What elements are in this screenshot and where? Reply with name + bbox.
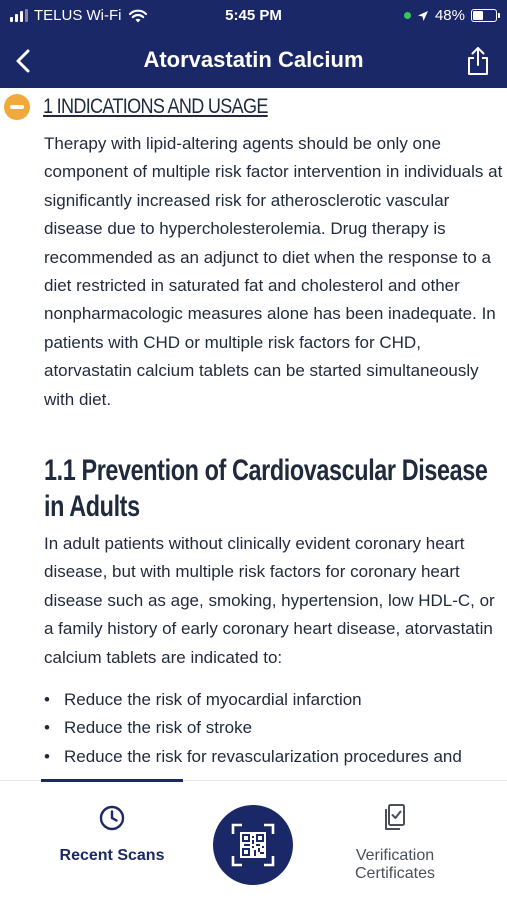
carrier-label: TELUS Wi-Fi: [34, 7, 122, 24]
battery-icon: [471, 9, 497, 22]
certificate-icon: [380, 803, 410, 833]
subsection-heading: 1.1 Prevention of Cardiovascular Disease in Adults: [44, 454, 488, 523]
list-item: • Reduce the risk of stroke: [44, 714, 504, 742]
section-title: 1 INDICATIONS AND USAGE: [43, 95, 268, 118]
tab-verification-label: Verification Certificates: [354, 847, 436, 882]
tab-bar: [0, 780, 507, 900]
collapse-minus-icon[interactable]: [4, 94, 30, 120]
nav-bar: [0, 34, 507, 88]
section-header[interactable]: [4, 94, 304, 120]
tab-recent-scans-label: Recent Scans: [59, 847, 165, 864]
prevention-paragraph: In adult patients without clinically evident coronary heart disease, but with multiple risk factors for coronary heart disease such as age, smoking, hypertension, low HDL-C, or a family history of early coronary heart disease, atorvastatin calcium tablets are indicated to:: [44, 534, 495, 667]
list-item: • Reduce the risk for revascularization procedures and: [44, 743, 504, 771]
monograph-content[interactable]: [0, 88, 507, 780]
battery-fill: [473, 11, 483, 20]
list-item: • Reduce the risk of myocardial infarction: [44, 686, 504, 714]
battery-percent: 48%: [434, 7, 465, 24]
indications-paragraph: Therapy with lipid-altering agents should be only one component of multiple risk factor intervention in individuals at significantly increased risk for atherosclerotic vascular disease due to hypercholesterolemia. Drug therapy is recommended as an adjunct to diet when the response to a diet restricted in saturated fat and cholesterol and other nonpharmacologic measures alone has been inadequate. In patients with CHD or multiple risk factors for CHD, atorvastatin calcium tablets can be started simultaneously with diet.: [44, 134, 503, 409]
indications-list: [44, 686, 504, 771]
privacy-indicator-icon: [404, 12, 411, 19]
clock-icon: [97, 803, 127, 833]
status-right: [404, 7, 497, 24]
tab-verification-certificates[interactable]: [320, 803, 470, 883]
page-title: Atorvastatin Calcium: [143, 47, 364, 72]
clock: 5:45 PM: [225, 7, 282, 24]
qr-scan-icon: [231, 823, 275, 867]
scan-button[interactable]: [213, 805, 293, 885]
share-icon[interactable]: [463, 43, 493, 79]
status-bar: [0, 0, 507, 34]
tab-recent-scans[interactable]: [37, 803, 187, 865]
active-tab-indicator: [41, 779, 183, 782]
location-arrow-icon: [417, 10, 429, 22]
